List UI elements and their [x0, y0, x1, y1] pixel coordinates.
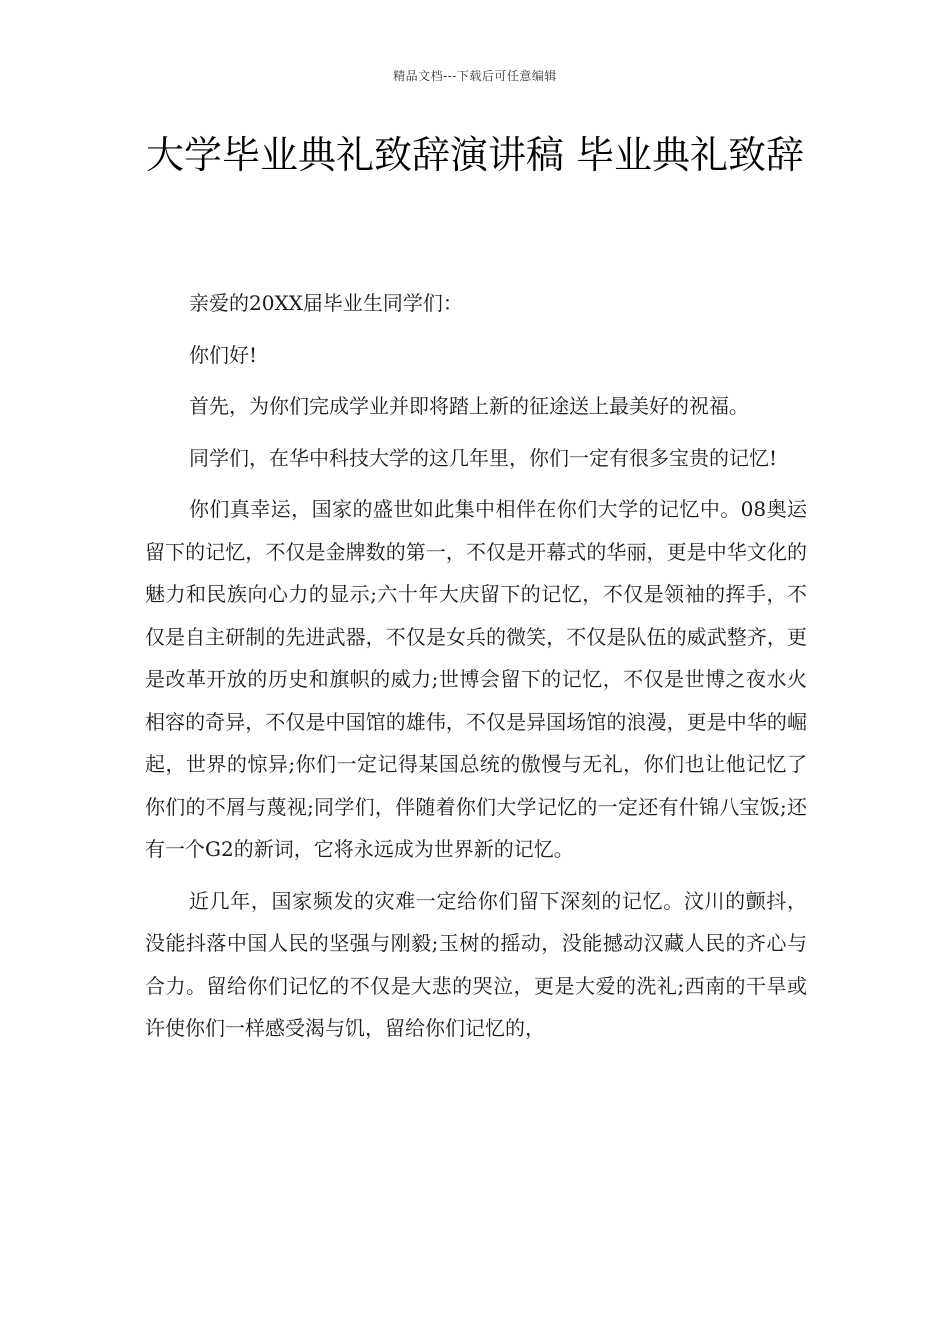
paragraph-salutation: 亲爱的20XX届毕业生同学们： — [189, 291, 463, 315]
paragraph: 同学们，在华中科技大学的这几年里，你们一定有很多宝贵的记忆! — [189, 445, 778, 470]
paragraph-greeting: 你们好! — [189, 342, 258, 367]
document-body — [145, 282, 807, 1050]
page-title: 大学毕业典礼致辞演讲稿 毕业典礼致辞 — [145, 133, 805, 177]
header-note: 精品文档---下载后可任意编辑 — [393, 69, 557, 83]
paragraph: 首先，为你们完成学业并即将踏上新的征途送上最美好的祝福。 — [189, 394, 749, 418]
paragraph: 你们真幸运，国家的盛世如此集中相伴在你们大学的记忆中。08奥运留下的记忆，不仅是金牌数的第一，不仅是开幕式的华丽，更是中华文化的魅力和民族向心力的显示;六十年大庆留下的记忆，不仅是领袖的挥手，不仅是自主研制的先进武器，不仅是女兵的微笑，不仅是队伍的威武整齐，更是改革开放的历史和旗帜的威力;世博会留下的记忆，不仅是世博之夜水火相容的奇异，不仅是中国馆的雄伟，不仅是异国场馆的浪漫，更是中华的崛起，世界的惊异;你们一定记得某国总统的傲慢与无礼，你们也让他记忆了你们的不屑与蔑视;同学们，伴随着你们大学记忆的一定还有什锦八宝饭;还有一个G2的新词，它将永远成为世界新的记忆。 — [145, 497, 807, 861]
paragraph: 近几年，国家频发的灾难一定给你们留下深刻的记忆。汶川的颤抖，没能抖落中国人民的坚强与刚毅;玉树的摇动，没能撼动汉藏人民的齐心与合力。留给你们记忆的不仅是大悲的哭泣，更是大爱的洗礼;西南的干旱或许使你们一样感受渴与饥，留给你们记忆的， — [145, 888, 807, 1040]
